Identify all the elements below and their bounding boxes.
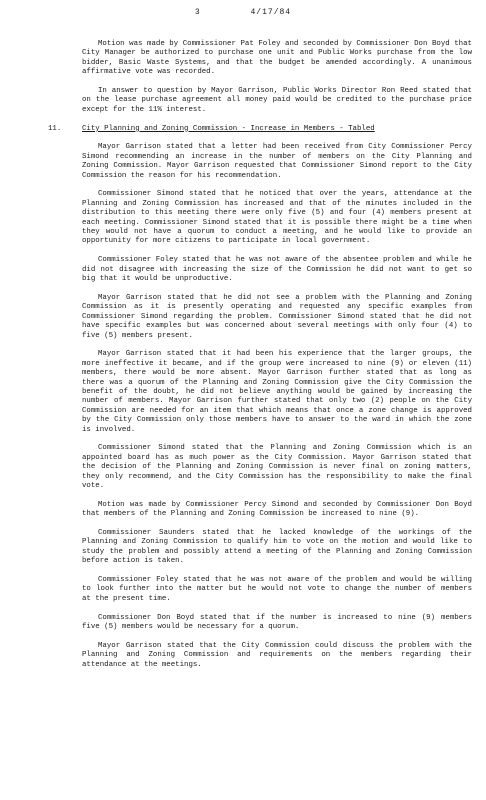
paragraph: Commissioner Don Boyd stated that if the number is increased to nine (9) members five (5) members would be necessary for a quorum. [82,613,472,631]
paragraph: Commissioner Simond stated that the Planning and Zoning Commission which is an appointed board has as much power as the City Commission. Mayor Garrison stated that the decision of the Planning and Zoning Commission is never final on zoning matters, they only recommend, and the City Commission has the responsibility to make the final vote. [82,444,472,490]
paragraph: Mayor Garrison stated that he did not see a problem with the Planning and Zoning Commission as it is presently operating and requested any specific examples from Commissioner Simond regarding the problem. Commissioner Simond stated that he did not have specific examples but was concerned about several meetings with only four (4) to five (5) members present. [82,293,472,340]
paragraph: Commissioner Foley stated that he was not aware of the problem and would be willing to look further into the matter but he would not vote to change the number of members at the present time. [82,575,472,603]
agenda-item [48,124,472,134]
document-body [48,40,472,679]
paragraph: Mayor Garrison stated that it had been his experience that the larger groups, the more ineffective it became, and if the group were increased to nine (9) or eleven (11) members, there would be more absent. Mayor Garrison further stated that as long as there was a quorum of the Planning and Zoning Commission give the City Commission the benefit of the doubt, he did not believe anything would be gained by increasing the number of members. Mayor Garrison further stated that only two (2) people on the City Commission are needed for an item that which means that once a zone change is approved by the City Commission only those members have to answer to the ward in which the zone is involved. [82,350,472,434]
paragraph: Commissioner Saunders stated that he lacked knowledge of the workings of the Planning and Zoning Commission to qualify him to vote on the motion and would like to study the problem and possibly attend a meeting of the Planning and Zoning Commission before action is taken. [82,528,472,566]
paragraph: Commissioner Foley stated that he was not aware of the absentee problem and while he did not disagree with increasing the size of the Commission he did not want to get so big that it would be unproductive. [82,256,472,284]
page-date: 4/17/84 [250,8,292,17]
agenda-item-title: City Planning and Zoning Commission - Increase in Members - Tabled [82,124,375,133]
page-number: 3 [194,8,201,17]
paragraph: Mayor Garrison stated that the City Commission could discuss the problem with the Planning and Zoning Commission and requirements on the members regarding their attendance at the meetings. [82,641,472,669]
paragraph: Motion was made by Commissioner Percy Simond and seconded by Commissioner Don Boyd that members of the Planning and Zoning Commission be increased to nine (9). [82,500,472,519]
page-header [0,8,486,17]
paragraph-motion-purchase: Motion was made by Commissioner Pat Foley and seconded by Commissioner Don Boyd that City Manager be authorized to purchase one unit and Public Works purchase from the low bidder, Basic Waste Systems, and that the budget be amended accordingly. A unanimous affirmative vote was recorded. [82,40,472,77]
paragraph-lease-purchase: In answer to question by Mayor Garrison, Public Works Director Ron Reed stated that on the lease purchase agreement all money paid would be credited to the purchase price except for the 11% interest. [82,87,472,114]
paragraph: Mayor Garrison stated that a letter had been received from City Commissioner Percy Simond recommending an increase in the number of members on the City Planning and Zoning Commission. Mayor Garrison requested that Commissioner Simond report to the City Commission the reason for his recommendation. [82,143,472,180]
paragraph: Commissioner Simond stated that he noticed that over the years, attendance at the Planning and Zoning Commission has increased and that of the minutes included in the distribution to this meeting there were only five (5) and four (4) members present at each meeting. Commissioner Simond stated that it is possible there might be a time when they would not have a quorum to conduct a meeting, and he would like to provide an opportunity for more citizens to participate in local government. [82,190,472,246]
agenda-item-number: 11. [48,124,62,133]
